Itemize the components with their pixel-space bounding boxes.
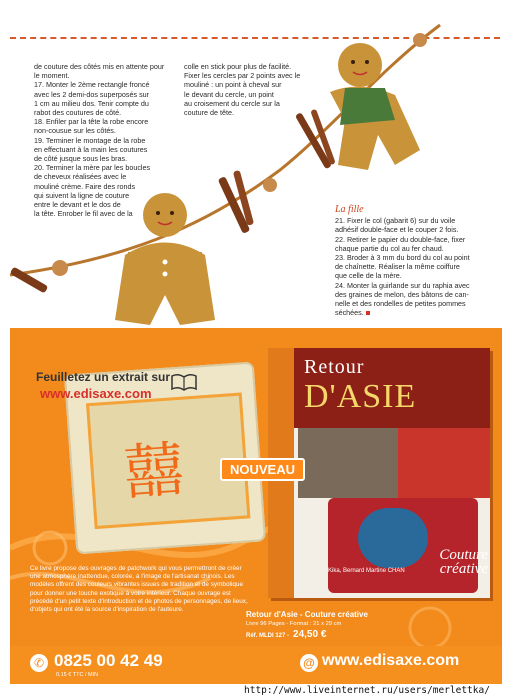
product-ref-code: Réf. MLDI 127 - bbox=[246, 633, 290, 639]
book-photo-fabric bbox=[398, 428, 490, 498]
website-link[interactable]: www.edisaxe.com bbox=[322, 652, 460, 669]
book-description: Ce livre propose des ouvrages de patchwork qui vous permettront de créer une atmosphère inattendue, colorée, à l'image de l'artisanat chinois. Les modèles offrent des couleurs vibrantes issues de tradition et de symbolique pour donner une touche exotique à votre intérieur. Chaque ouvrage est précédé d'un petit texte d'introduction et de photos de personnages, de lieux, d'objets qui ont été la source d'inspiration de l'auteure. bbox=[30, 565, 248, 614]
product-reference bbox=[246, 629, 326, 640]
col3-line: de chaînette. Réaliser la même coiffure bbox=[335, 262, 460, 272]
col1-line: la tête. Enrober le fil avec de la bbox=[34, 209, 133, 219]
col1-line: mouliné crème. Faire des ronds bbox=[34, 181, 136, 191]
book-advertisement bbox=[10, 328, 502, 684]
col3-line: 21. Fixer le col (gabarit 6) sur du voile bbox=[335, 216, 456, 226]
col2-line: le devant du cercle, un point bbox=[184, 89, 274, 99]
col2-line: couture de tête. bbox=[184, 108, 234, 118]
product-meta: Livre 96 Pages - Format : 21 x 29 cm bbox=[246, 621, 342, 627]
book-subtitle: Couture créative bbox=[439, 547, 488, 577]
col3-line: que celle de la mère. bbox=[335, 271, 402, 281]
col1-line: en effectuant à la main les coutures bbox=[34, 144, 148, 154]
col3-line: 22. Retirer le papier du double-face, fixer bbox=[335, 234, 466, 244]
new-badge: NOUVEAU bbox=[220, 458, 305, 481]
col2-line: mouliné : un point à cheval sur bbox=[184, 80, 282, 90]
col3-line: adhésif double-face et le couper 2 fois. bbox=[335, 225, 459, 235]
col3-line: 24. Monter la guirlande sur du raphia avec bbox=[335, 280, 470, 290]
col1-line: non-cousue sur les côtés. bbox=[34, 126, 116, 136]
col3-line: 23. Broder à 3 mm du bord du col au point bbox=[335, 253, 470, 263]
section-title: La fille bbox=[335, 204, 364, 215]
excerpt-caption: Feuilletez un extrait sur bbox=[36, 370, 171, 384]
end-square-icon bbox=[366, 311, 370, 315]
source-url[interactable]: http://www.liveinternet.ru/users/merlettka/ bbox=[244, 685, 490, 696]
col3-last-line: séchées. bbox=[335, 308, 364, 318]
col2-line: colle en stick pour plus de facilité. bbox=[184, 62, 292, 71]
phone-number[interactable]: 0825 00 42 49 bbox=[54, 651, 163, 670]
col3-line: nelle et des rondelles de petites pommes bbox=[335, 299, 466, 309]
col1-line: 1 cm au milieu dos. Tenir compte du bbox=[34, 98, 149, 108]
instructions-column-3 bbox=[335, 205, 495, 317]
col1-line: qui suivent la ligne de couture bbox=[34, 190, 130, 200]
col3-line: chaque partie du col au fer chaud. bbox=[335, 243, 444, 253]
col2-line: Fixer les cercles par 2 points avec le bbox=[184, 71, 301, 81]
col2-line: au croisement du cercle sur la bbox=[184, 98, 280, 108]
book-title-line2: D'ASIE bbox=[304, 378, 417, 415]
ad-footer bbox=[10, 646, 502, 684]
product-title: Retour d'Asie - Couture créative bbox=[246, 610, 368, 619]
col1-line: rabot des coutures de côté. bbox=[34, 108, 122, 118]
book-photo-bottles bbox=[298, 428, 398, 498]
excerpt-link[interactable]: www.edisaxe.com bbox=[40, 386, 152, 401]
open-book-icon bbox=[170, 372, 198, 392]
top-dashed-rule bbox=[10, 37, 500, 39]
at-sign-icon: @ bbox=[300, 654, 318, 672]
phone-rate: 0,15 € TTC / MIN bbox=[56, 672, 99, 678]
col1-line: 18. Enfiler par la tête la robe encore bbox=[34, 117, 149, 127]
phone-icon: ✆ bbox=[30, 654, 48, 672]
double-happiness-symbol: 囍 bbox=[121, 434, 187, 509]
col1-line: de cheveux réalisées avec le bbox=[34, 172, 127, 182]
instructions-column-2 bbox=[184, 62, 302, 117]
col1-line: avec les 2 demi-dos superposés sur bbox=[34, 89, 150, 99]
col1-line: 20. Terminer la mère par les boucles bbox=[34, 163, 151, 173]
col1-line: de côté jusque sous les bras. bbox=[34, 154, 128, 164]
col3-line bbox=[335, 308, 495, 317]
col1-line: 17. Monter le 2ème rectangle froncé bbox=[34, 80, 150, 90]
col1-line: entre le devant et le dos de bbox=[34, 200, 121, 210]
instructions-column-1 bbox=[34, 62, 174, 218]
book-title-line1: Retour bbox=[304, 356, 365, 378]
col1-line: 19. Terminer le montage de la robe bbox=[34, 135, 146, 145]
col1-line: le moment. bbox=[34, 71, 70, 81]
product-price: 24,50 € bbox=[293, 629, 327, 640]
col1-line: de couture des côtés mis en attente pour bbox=[34, 62, 165, 71]
book-author: Kika, Bernard Martine CHAN bbox=[328, 568, 405, 574]
col3-line: des graines de melon, des bâtons de can- bbox=[335, 289, 469, 299]
